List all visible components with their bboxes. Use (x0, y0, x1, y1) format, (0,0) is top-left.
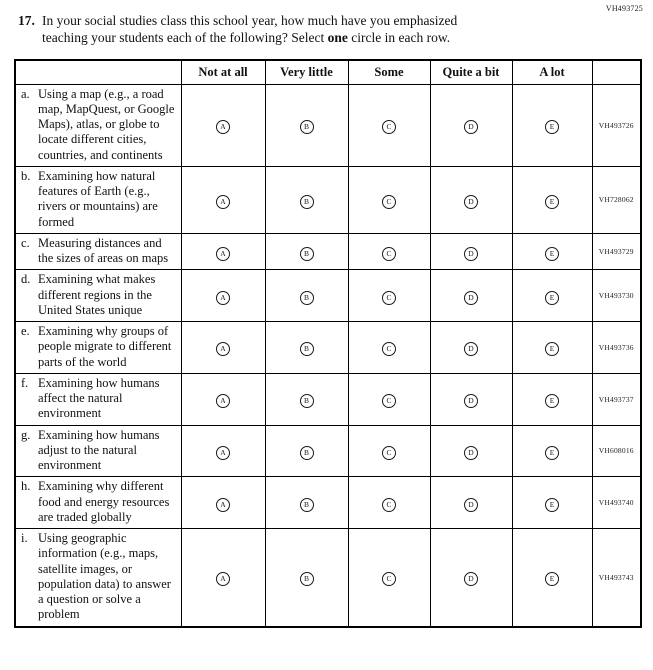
row-text: Using a map (e.g., a road map, MapQuest, or Google Maps), atlas, or globe to locate different cities, countries, and continents (38, 86, 175, 162)
answer-circle[interactable]: D (464, 247, 478, 261)
row-code: VH493729 (592, 233, 641, 270)
question (18, 12, 643, 47)
column-header-quite-a-bit: Quite a bit (430, 60, 512, 85)
table-row (15, 425, 641, 477)
answer-circle[interactable]: C (382, 342, 396, 356)
answer-circle[interactable]: D (464, 394, 478, 408)
row-code: VH493743 (592, 529, 641, 627)
answer-circle[interactable]: C (382, 446, 396, 460)
answer-circle[interactable]: D (464, 291, 478, 305)
answer-circle[interactable]: C (382, 195, 396, 209)
answer-circle[interactable]: B (300, 572, 314, 586)
answer-circle[interactable]: D (464, 120, 478, 134)
row-letter: f. (21, 375, 29, 390)
answer-circle[interactable]: B (300, 498, 314, 512)
answer-circle[interactable]: B (300, 247, 314, 261)
answer-circle[interactable]: E (545, 572, 559, 586)
answer-circle[interactable]: B (300, 120, 314, 134)
form-code: VH493725 (605, 4, 643, 13)
answer-circle[interactable]: D (464, 572, 478, 586)
answer-circle[interactable]: C (382, 120, 396, 134)
table-row (15, 373, 641, 425)
answer-circle[interactable]: B (300, 394, 314, 408)
column-header-some: Some (348, 60, 430, 85)
row-text: Examining how humans affect the natural environment (38, 375, 160, 421)
answer-circle[interactable]: A (216, 342, 230, 356)
answer-circle[interactable]: E (545, 394, 559, 408)
table-row (15, 84, 641, 166)
answer-circle[interactable]: A (216, 247, 230, 261)
question-text (42, 12, 457, 47)
answer-circle[interactable]: E (545, 247, 559, 261)
answer-circle[interactable]: E (545, 446, 559, 460)
row-letter: e. (21, 324, 30, 339)
row-code: VH493736 (592, 322, 641, 374)
answer-circle[interactable]: B (300, 446, 314, 460)
row-letter: b. (21, 168, 31, 183)
answer-circle[interactable]: A (216, 572, 230, 586)
answer-circle[interactable]: E (545, 342, 559, 356)
table-row (15, 322, 641, 374)
question-line-2-start: teaching your students each of the following? Select (42, 30, 328, 46)
answer-circle[interactable]: A (216, 394, 230, 408)
answer-circle[interactable]: C (382, 291, 396, 305)
table-row (15, 270, 641, 322)
answer-circle[interactable]: E (545, 291, 559, 305)
row-text: Measuring distances and the sizes of areas on maps (38, 235, 169, 266)
column-header-a-lot: A lot (512, 60, 592, 85)
row-letter: a. (21, 86, 30, 101)
table-row (15, 166, 641, 233)
row-text: Using geographic information (e.g., maps, satellite images, or population data) to answer a question or solve a problem (38, 531, 171, 622)
row-code: VH493740 (592, 477, 641, 529)
question-line-1: In your social studies class this school year, how much have you emphasized (42, 13, 458, 28)
answer-circle[interactable]: A (216, 120, 230, 134)
answer-circle[interactable]: B (300, 342, 314, 356)
row-letter: h. (21, 479, 31, 494)
row-code: VH728062 (592, 166, 641, 233)
column-header-very-little: Very little (265, 60, 348, 85)
answer-circle[interactable]: A (216, 195, 230, 209)
answer-circle[interactable]: A (216, 446, 230, 460)
row-text: Examining how natural features of Earth (e.g., rivers or mountains) are formed (38, 168, 158, 229)
answer-circle[interactable]: C (382, 498, 396, 512)
row-code: VH493726 (592, 84, 641, 166)
row-code: VH493737 (592, 373, 641, 425)
row-letter: i. (21, 531, 28, 546)
header-row (15, 60, 641, 85)
answer-circle[interactable]: D (464, 498, 478, 512)
row-text: Examining how humans adjust to the natural environment (38, 427, 160, 473)
question-bold-word: one (327, 30, 348, 46)
row-code: VH608016 (592, 425, 641, 477)
answer-circle[interactable]: D (464, 446, 478, 460)
answer-circle[interactable]: B (300, 291, 314, 305)
row-letter: d. (21, 272, 31, 287)
corner-cell-left (15, 60, 181, 85)
question-line-2 (42, 29, 457, 46)
answer-circle[interactable]: E (545, 195, 559, 209)
question-number: 17. (18, 13, 35, 28)
table-row (15, 529, 641, 627)
answer-circle[interactable]: A (216, 498, 230, 512)
survey-table (14, 59, 642, 628)
answer-circle[interactable]: D (464, 342, 478, 356)
answer-circle[interactable]: E (545, 498, 559, 512)
answer-circle[interactable]: D (464, 195, 478, 209)
table-row (15, 477, 641, 529)
row-text: Examining why different food and energy resources are traded globally (38, 479, 170, 524)
row-text: Examining why groups of people migrate to different parts of the world (38, 324, 172, 369)
row-letter: c. (21, 235, 30, 250)
answer-circle[interactable]: B (300, 195, 314, 209)
answer-circle[interactable]: A (216, 291, 230, 305)
question-line-2-end: circle in each row. (347, 30, 451, 46)
answer-circle[interactable]: C (382, 394, 396, 408)
table-row (15, 233, 641, 270)
row-code: VH493730 (592, 270, 641, 322)
column-header-not-at-all: Not at all (181, 60, 265, 85)
row-text: Examining what makes different regions in the United States unique (38, 272, 156, 317)
row-letter: g. (21, 427, 31, 442)
answer-circle[interactable]: E (545, 120, 559, 134)
answer-circle[interactable]: C (382, 572, 396, 586)
corner-cell-right (592, 60, 641, 85)
answer-circle[interactable]: C (382, 247, 396, 261)
